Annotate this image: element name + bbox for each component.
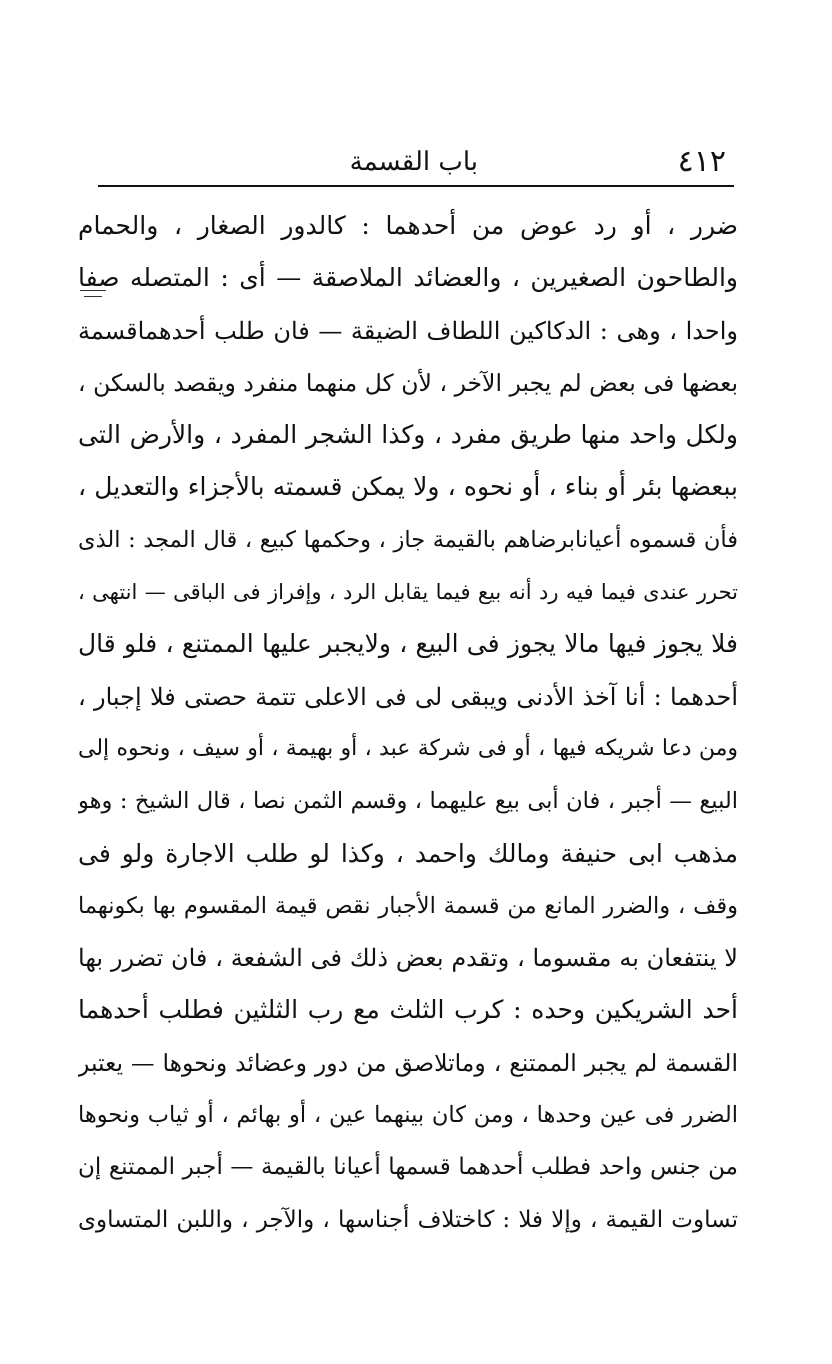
text-line: والطاحون الصغيرين ، والعضائد الملاصقة — أى : المتصله صفا bbox=[78, 263, 738, 293]
text-line: ومن دعا شريكه فيها ، أو فى شركة عبد ، أو بهيمة ، أو سيف ، ونحوه إلى bbox=[78, 735, 738, 761]
text-line: ولكل واحد منها طريق مفرد ، وكذا الشجر المفرد ، والأرض التى bbox=[78, 420, 738, 450]
text-line: البيع — أجبر ، فان أبى بيع عليهما ، وقسم الثمن نصا ، قال الشيخ : وهو bbox=[78, 788, 738, 815]
text-line: تساوت القيمة ، وإلا فلا : كاختلاف أجناسها ، والآجر ، واللبن المتساوى bbox=[78, 1206, 738, 1233]
text-line: فأن قسموه أعيانابرضاهم بالقيمة جاز ، وحكمها كبيع ، قال المجد : الذى bbox=[78, 526, 738, 553]
text-line: لا ينتفعان به مقسوما ، وتقدم بعض ذلك فى الشفعة ، فان تضرر بها bbox=[78, 944, 738, 973]
body-text bbox=[78, 200, 738, 1246]
text-line: ببعضها بئر أو بناء ، أو نحوه ، ولا يمكن قسمته بالأجزاء والتعديل ، bbox=[78, 472, 738, 502]
text-line: فلا يجوز فيها مالا يجوز فى البيع ، ولايجبر عليها الممتنع ، فلو قال bbox=[78, 629, 738, 659]
text-line: ضرر ، أو رد عوض من أحدهما : كالدور الصغار ، والحمام bbox=[78, 211, 738, 240]
running-head bbox=[96, 140, 736, 184]
text-line: أحدهما : أنا آخذ الأدنى ويبقى لى فى الاعلى تتمة حصتى فلا إجبار ، bbox=[78, 682, 738, 711]
text-line: أحد الشريكين وحده : كرب الثلث مع رب الثلثين فطلب أحدهما bbox=[78, 995, 738, 1025]
page-number: ٤١٢ bbox=[677, 144, 726, 179]
chapter-title: باب القسمة bbox=[349, 147, 478, 177]
text-line: الضرر فى عين وحدها ، ومن كان بينهما عين ، أو بهائم ، أو ثياب ونحوها bbox=[78, 1102, 738, 1129]
text-line: واحدا ، وهى : الدكاكين اللطاف الضيقة — فان طلب أحدهماقسمة bbox=[78, 316, 738, 345]
text-line: من جنس واحد فطلب أحدهما قسمها أعيانا بالقيمة — أجبر الممتنع إن bbox=[78, 1154, 738, 1181]
text-line: وقف ، والضرر المانع من قسمة الأجبار نقص قيمة المقسوم بها بكونهما bbox=[78, 892, 738, 919]
text-line: بعضها فى بعض لم يجبر الآخر ، لأن كل منهما منفرد ويقصد بالسكن ، bbox=[78, 368, 738, 397]
header-rule bbox=[98, 185, 734, 187]
text-line: القسمة لم يجبر الممتنع ، وماتلاصق من دور وعضائد ونحوها — يعتبر bbox=[78, 1048, 738, 1077]
text-line: مذهب ابى حنيفة ومالك واحمد ، وكذا لو طلب الاجارة ولو فى bbox=[78, 838, 738, 868]
text-line: تحرر عندى فيما فيه رد أنه بيع فيما يقابل الرد ، وإفراز فى الباقى — انتهى ، bbox=[78, 580, 738, 605]
